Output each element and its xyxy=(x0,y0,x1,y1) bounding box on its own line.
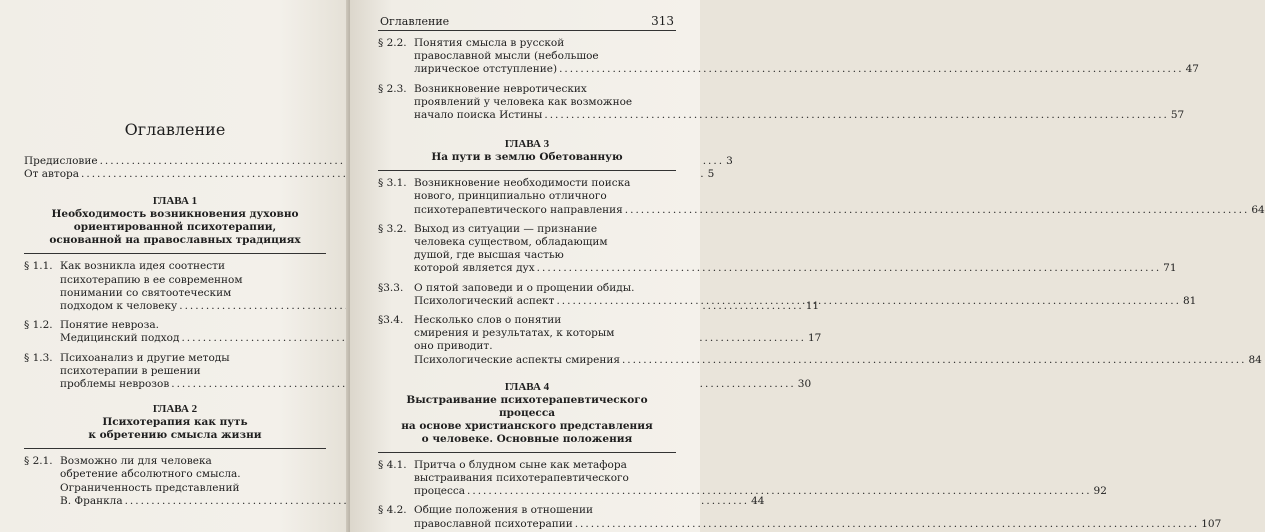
dot-leader xyxy=(556,295,1181,308)
chapter-4-label: ГЛАВА 4 xyxy=(504,380,550,393)
entry-page: 107 xyxy=(1201,517,1222,530)
entry-last-line xyxy=(414,295,1196,308)
entry-page: 84 xyxy=(1248,353,1262,366)
entry-last-line xyxy=(414,109,1184,122)
chapter-2-title xyxy=(24,416,326,449)
chapter-1-label: ГЛАВА 1 xyxy=(152,195,198,208)
entry-text: начало поиска Истины xyxy=(414,109,543,122)
chapter-3-label: ГЛАВА 3 xyxy=(504,138,550,151)
entry-line: О пятой заповеди и о прощении обиды. xyxy=(414,281,635,294)
entry-line: Ограниченность представлений xyxy=(60,481,240,494)
entry-line: Выход из ситуации — признание xyxy=(414,222,598,235)
section-number: § 1.2. xyxy=(24,319,53,332)
entry-last-line xyxy=(414,63,1199,76)
entry-text: Предисловие xyxy=(24,155,98,167)
section-number: § 2.1. xyxy=(24,455,53,468)
entry-line: психотерапии в решении xyxy=(60,364,201,377)
entry-last-line xyxy=(414,262,1177,275)
entry-line: Несколько слов о понятии xyxy=(414,314,562,327)
entry-page: 71 xyxy=(1163,262,1177,275)
entry-line: нового, принципиально отличного xyxy=(414,190,607,203)
toc-entry-3-2 xyxy=(378,222,1177,276)
section-number: §3.4. xyxy=(378,314,404,327)
chapter-title-line: Необходимость возникновения духовно xyxy=(51,208,299,221)
entry-text: которой является дух xyxy=(414,262,535,275)
section-number: § 2.3. xyxy=(378,82,407,95)
dot-leader xyxy=(559,63,1184,76)
section-number: § 4.1. xyxy=(378,458,407,471)
entry-text: От автора xyxy=(24,168,80,181)
chapter-title-line: на основе христианского представления xyxy=(401,419,653,432)
running-head xyxy=(378,14,676,31)
dot-leader xyxy=(625,204,1250,217)
entry-line: понимании со святоотеческим xyxy=(60,286,232,299)
entry-text: лирическое отступление) xyxy=(414,63,558,76)
entry-line: смирения и результатах, к которым xyxy=(414,327,615,340)
chapter-2-label: ГЛАВА 2 xyxy=(152,403,198,416)
toc-title: Оглавление xyxy=(124,120,226,139)
entry-line: Как возникла идея соотнести xyxy=(60,260,225,273)
entry-last-line xyxy=(414,354,1262,367)
section-number: § 4.2. xyxy=(378,504,407,517)
section-number: § 3.2. xyxy=(378,222,407,235)
entry-page: 30 xyxy=(797,378,812,391)
entry-page: 5 xyxy=(707,168,715,181)
chapter-title-line: о человеке. Основные положения xyxy=(421,432,633,445)
entry-page: 44 xyxy=(751,494,765,507)
toc-entry-3-1 xyxy=(378,177,1265,217)
section-number: § 1.3. xyxy=(24,351,53,364)
section-number: § 2.2. xyxy=(378,37,407,49)
entry-text: В. Франкла xyxy=(60,494,123,507)
entry-text: Медицинский подход xyxy=(60,332,180,345)
entry-line: Понятие невроза. xyxy=(60,319,159,332)
chapter-1-title xyxy=(24,208,326,254)
dot-leader xyxy=(544,109,1169,122)
toc-entry-4-2 xyxy=(378,504,1222,530)
entry-page: 64 xyxy=(1251,203,1265,216)
entry-line: душой, где высшая частью xyxy=(414,249,564,262)
entry-page: 81 xyxy=(1182,294,1197,307)
entry-line: Возникновение невротических xyxy=(414,82,587,95)
entry-line: православной мысли (небольшое xyxy=(414,50,599,63)
entry-line: Возникновение необходимости поиска xyxy=(414,177,631,190)
chapter-4-title xyxy=(378,394,676,453)
chapter-title-line: к обретению смысла жизни xyxy=(88,429,262,442)
chapter-3-title xyxy=(378,151,676,171)
chapter-title-line: Психотерапия как путь xyxy=(102,416,248,429)
section-number: § 1.1. xyxy=(24,260,53,273)
dot-leader xyxy=(467,485,1092,498)
entry-page: 57 xyxy=(1170,109,1185,122)
entry-text: психотерапевтического направления xyxy=(414,203,623,216)
entry-text: Психологические аспекты смирения xyxy=(414,353,620,366)
entry-line: Притча о блудном сыне как метафора xyxy=(414,458,627,471)
entry-line: Понятия смысла в русской xyxy=(414,37,565,49)
entry-line: оно приводит. xyxy=(414,340,493,353)
entry-line: Психоанализ и другие методы xyxy=(60,351,230,364)
entry-page: 47 xyxy=(1185,63,1199,76)
chapter-title-line: основанной на православных традициях xyxy=(49,234,301,247)
page-number: 313 xyxy=(651,14,674,28)
entry-last-line xyxy=(414,518,1221,531)
chapter-title-line: На пути в землю Обетованную xyxy=(431,151,623,164)
entry-line: Возможно ли для человека xyxy=(60,455,212,468)
section-number: § 3.1. xyxy=(378,177,407,190)
entry-line: Общие положения в отношении xyxy=(414,504,594,517)
entry-line: обретение абсолютного смысла. xyxy=(60,468,241,481)
entry-text: процесса xyxy=(414,485,466,498)
toc-entry-2-3 xyxy=(378,82,1185,123)
entry-text: православной психотерапии xyxy=(414,517,573,530)
entry-page: 11 xyxy=(805,300,820,313)
toc-entry-2-2 xyxy=(378,37,1199,77)
chapter-title-line: Выстраивание психотерапевтического процесса xyxy=(406,393,648,419)
entry-last-line xyxy=(414,204,1265,217)
toc-entry-author xyxy=(24,168,715,181)
chapter-title-line: ориентированной психотерапии, xyxy=(73,221,277,234)
dot-leader xyxy=(575,518,1200,531)
entry-text: проблемы неврозов xyxy=(60,378,170,391)
entry-last-line xyxy=(414,485,1107,498)
entry-line: проявлений у человека как возможное xyxy=(414,95,633,108)
entry-page: 92 xyxy=(1093,485,1107,498)
section-number: §3.3. xyxy=(378,281,404,294)
entry-text: Психологический аспект xyxy=(414,294,555,307)
dot-leader xyxy=(622,354,1247,367)
entry-page: 17 xyxy=(807,332,822,345)
entry-text: подходом к человеку xyxy=(60,300,178,313)
entry-line: психотерапию в ее современном xyxy=(60,273,243,286)
dot-leader xyxy=(537,262,1162,275)
running-head-title: Оглавление xyxy=(380,15,450,28)
toc-entry-4-1 xyxy=(378,458,1107,499)
entry-page: 3 xyxy=(726,155,733,167)
entry-line: человека существом, обладающим xyxy=(414,236,608,249)
entry-line: выстраивания психотерапевтического xyxy=(414,472,629,485)
